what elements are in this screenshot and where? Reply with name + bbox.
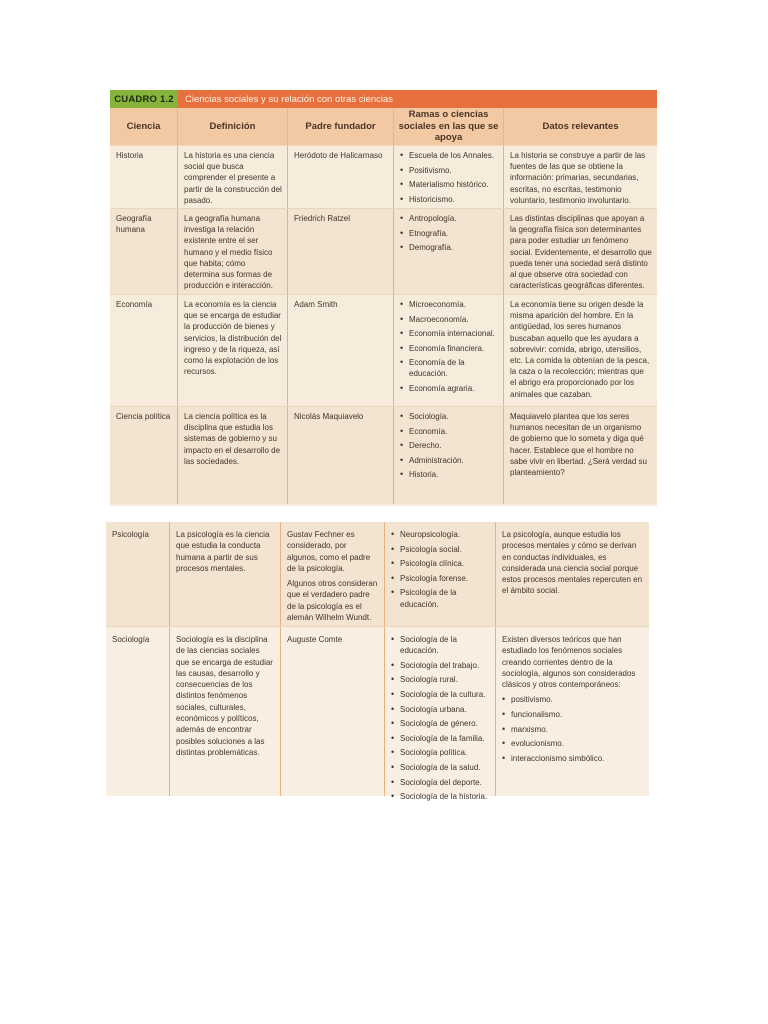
table-row [106,626,649,802]
list-item: • Etnografía. [400,228,498,239]
padre-extra-text: Algunos otros consideran que el verdadero padre de la psicología es el alemán Wilhelm Wundt. [287,579,378,623]
padre-text: Gustav Fechner es considerado, por algunos, como el padre de la psicología. [287,530,371,573]
cell-ciencia: Geografía humana [110,209,178,294]
list-item: • marxismo. [502,724,644,735]
list-item: • Sociología de la familia. [391,733,490,744]
cell-ramas [394,209,504,294]
list-item: • Sociología del trabajo. [391,660,490,671]
cell-padre: Nicolás Maquiavelo [288,407,394,504]
table-row [106,522,649,626]
list-item: • Economía. [400,426,498,437]
table-tag: CUADRO 1.2 [110,90,178,108]
cell-datos: La historia se construye a partir de las fuentes de las que se obtiene la información: primarias, secundarias, escritas, no escritas, testimonio voluntario, testimonio involuntario. [510,151,646,205]
list-item: • Economía de la educación. [400,357,498,379]
cell-definicion: Sociología es la disciplina de las ciencias sociales que se encarga de estudiar las causas, desarrollo y consecuencias de los distintos fenómenos sociales, culturales, económicos y políticos, además de encontrar posibles soluciones a las distintas problemáticas. [170,627,281,796]
list-item: • Sociología de la cultura. [391,689,490,700]
table-header-row [110,108,657,145]
list-item: • Sociología política. [391,747,490,758]
cell-ramas [385,522,496,626]
table-row [110,145,657,208]
list-item: • Antropología. [400,213,498,224]
list-item: • evolucionismo. [502,738,644,749]
cell-definicion: La economía es la ciencia que se encarga de estudiar la producción de bienes y servicios, la distribución del ingreso y de la riqueza, así como la explotación de los recursos. [178,295,288,406]
list-item: • Psicología de la educación. [391,587,490,610]
list-item: • Demografía. [400,242,498,253]
cell-ciencia: Sociología [106,627,170,796]
cell-ciencia: Ciencia política [110,407,178,504]
header-definicion: Definición [178,108,288,145]
table-row [110,406,657,504]
table-row [110,208,657,294]
list-item: • Economía financiera. [400,343,498,354]
list-item: • Escuela de los Annales. [400,150,498,161]
list-item: • Sociología rural. [391,674,490,685]
cell-definicion: La historia es una ciencia social que busca comprender el presente a partir de la construcción del pasado. [178,146,288,208]
list-item: • Macroeconomía. [400,314,498,325]
datos-text: Existen diversos teóricos que han estudiado los fenómenos sociales creando corrientes dentro de la sociología, algunos son considerados clásicos y otros contemporáneos: [502,635,636,690]
list-item: • Derecho. [400,440,498,451]
cell-definicion: La ciencia política es la disciplina que estudia los sistemas de gobierno y su impacto en el desarrollo de las sociedades. [178,407,288,504]
cell-ramas [394,295,504,406]
cell-datos: Las distintas disciplinas que apoyan a la geografía física son determinantes para poder estudiar un fenómeno social. Evidentemente, el desarrollo que pueda tener una sociedad será distinto al que observe otra sociedad con características geográficas diferentes. [510,214,652,291]
cell-definicion: La psicología es la ciencia que estudia la conducta humana a partir de sus procesos mentales. [170,522,281,626]
list-item: • Neuropsicología. [391,529,490,540]
list-item: • Sociología de la salud. [391,762,490,773]
list-item: • Psicología clínica. [391,558,490,569]
cell-datos: La economía tiene su origen desde la misma aparición del hombre. En la antigüedad, los seres humanos buscaban aquello que les ayudara a sobrevivir: comida, abrigo, utensilios, etc. La comida la obtenían de la pesca, la caza o la recolección; mientras que el abrigo era proporcionado por los animales que cazaban. [510,300,650,399]
list-item: • Materialismo histórico. [400,179,498,190]
cell-datos: Maquiavelo plantea que los seres humanos necesitan de un organismo de gobierno que lo someta y diga qué hacer. Establece que el hombre no sabe vivir en libertad. ¿Será verdad su planteamiento? [510,412,647,478]
list-item: • Administración. [400,455,498,466]
cell-padre: Adam Smith [288,295,394,406]
table-part-2 [106,522,649,802]
header-ramas: Ramas o ciencias sociales en las que se apoya [394,108,504,145]
cell-ramas [394,146,504,208]
list-item: • funcionalismo. [502,709,644,720]
list-item: • Sociología del deporte. [391,777,490,788]
list-item: • Economía agraria. [400,383,498,394]
cell-ciencia: Psicología [106,522,170,626]
cell-datos: La psicología, aunque estudia los procesos mentales y cómo se derivan en conductas individuales, es considerada una ciencia social porque estos procesos mentales repercuten en el ámbito social. [502,530,643,596]
table-part-1 [110,90,657,506]
cell-ramas [385,627,496,802]
list-item: • Sociología de género. [391,718,490,729]
cell-padre: Friedrich Ratzel [288,209,394,294]
table-caption: Ciencias sociales y su relación con otras ciencias [185,93,394,105]
list-item: • Positivismo. [400,165,498,176]
cell-definicion: La geografía humana investiga la relación existente entre el ser humano y el medio físico que habita; cómo determina sus formas de producción e interacción. [178,209,288,294]
list-item: • Microeconomía. [400,299,498,310]
cell-padre [281,522,385,626]
list-item: • Psicología social. [391,544,490,555]
list-item: • Sociología urbana. [391,704,490,715]
list-item: • Sociología de la historia. [391,791,490,802]
list-item: • Sociología. [400,411,498,422]
table-title-bar [110,90,657,108]
list-item: • positivismo. [502,694,644,705]
cell-ciencia: Economía [110,295,178,406]
list-item: • Historicismo. [400,194,498,205]
cell-datos [496,627,649,796]
header-ciencia: Ciencia [110,108,178,145]
list-item: • Sociología de la educación. [391,634,490,657]
list-item: • Economía internacional. [400,328,498,339]
cell-padre: Heródoto de Halicarnaso [288,146,394,208]
list-item: • Historia. [400,469,498,480]
list-item: • Psicología forense. [391,573,490,584]
header-padre-fundador: Padre fundador [288,108,394,145]
header-datos-relevantes: Datos relevantes [542,120,619,132]
cell-ramas [394,407,504,504]
table-row [110,294,657,406]
list-item: • interaccionismo simbólico. [502,753,644,764]
cell-ciencia: Historia [110,146,178,208]
cell-padre: Auguste Comte [281,627,385,796]
